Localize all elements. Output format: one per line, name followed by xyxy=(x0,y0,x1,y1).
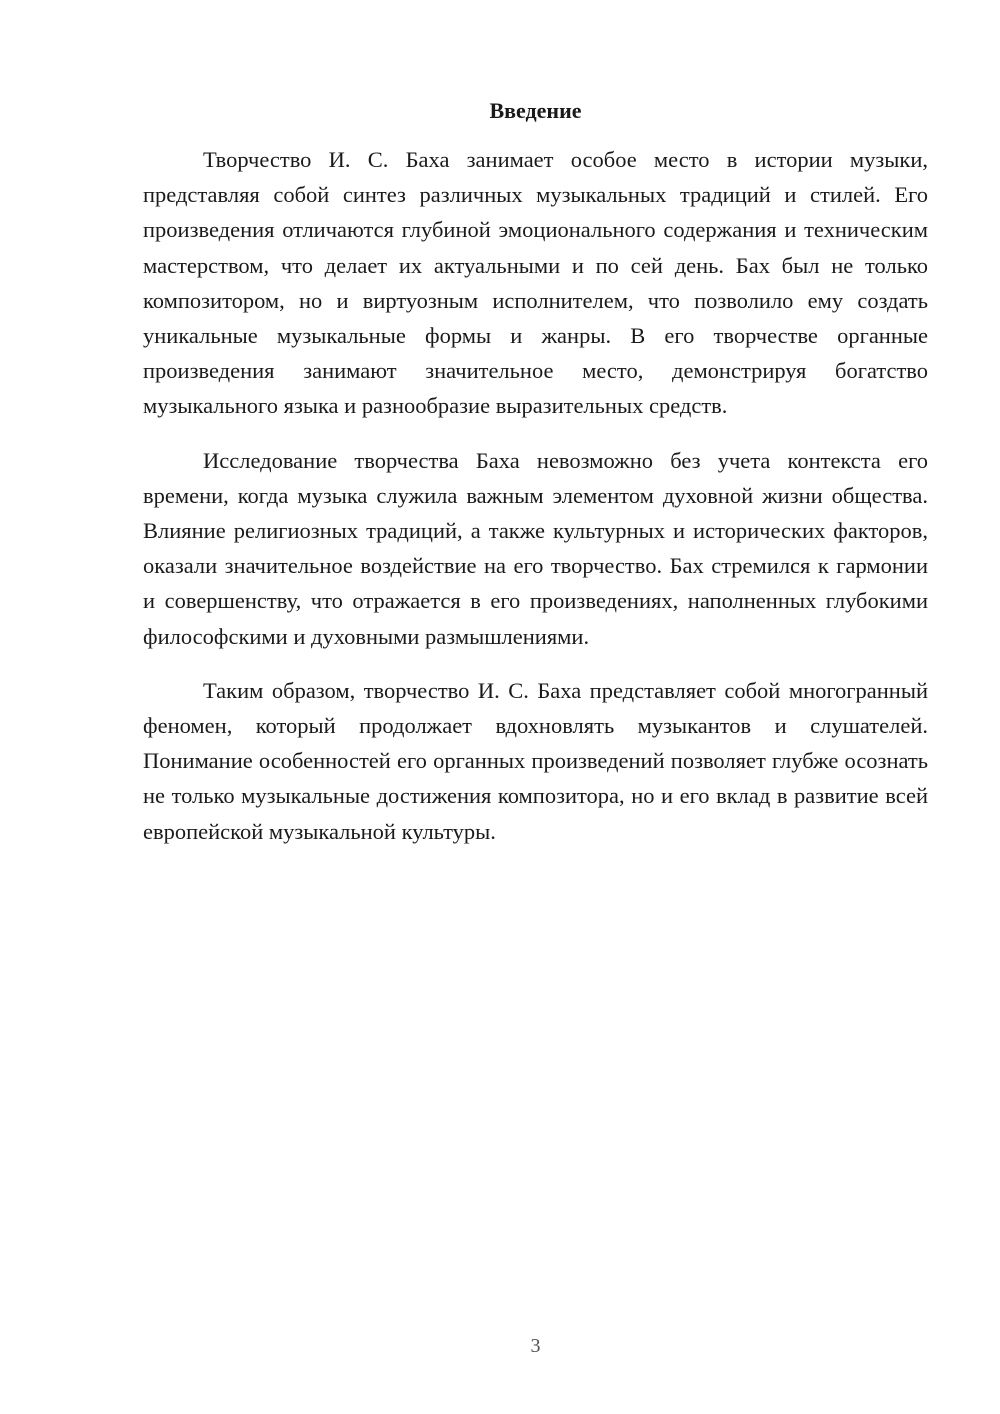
paragraph-1: Творчество И. С. Баха занимает особое место в истории музыки, представляя собой синтез различных музыкальных традиций и стилей. Его произведения отличаются глубиной эмоционального содержания и техническим мастерством, что делает их актуальными и по сей день. Бах был не только композитором, но и виртуозным исполнителем, что позволило ему создать уникальные музыкальные формы и жанры. В его творчестве органные произведения занимают значительное место, демонстрируя богатство музыкального языка и разнообразие выразительных средств. xyxy=(143,147,928,419)
paragraph-2: Исследование творчества Баха невозможно без учета контекста его времени, когда музыка служила важным элементом духовной жизни общества. Влияние религиозных традиций, а также культурных и исторических факторов, оказали значительное воздействие на его творчество. Бах стремился к гармонии и совершенству, что отражается в его произведениях, наполненных глубокими философскими и духовными размышлениями. xyxy=(143,447,928,649)
section-heading: Введение xyxy=(489,98,582,123)
paragraph-3: Таким образом, творчество И. С. Баха представляет собой многогранный феномен, который продолжает вдохновлять музыкантов и слушателей. Понимание особенностей его органных произведений позволяет глубже осознать не только музыкальные достижения композитора, но и его вклад в развитие всей европейской музыкальной культуры. xyxy=(143,677,928,844)
page-number: 3 xyxy=(530,1335,541,1357)
body-text xyxy=(143,142,928,868)
